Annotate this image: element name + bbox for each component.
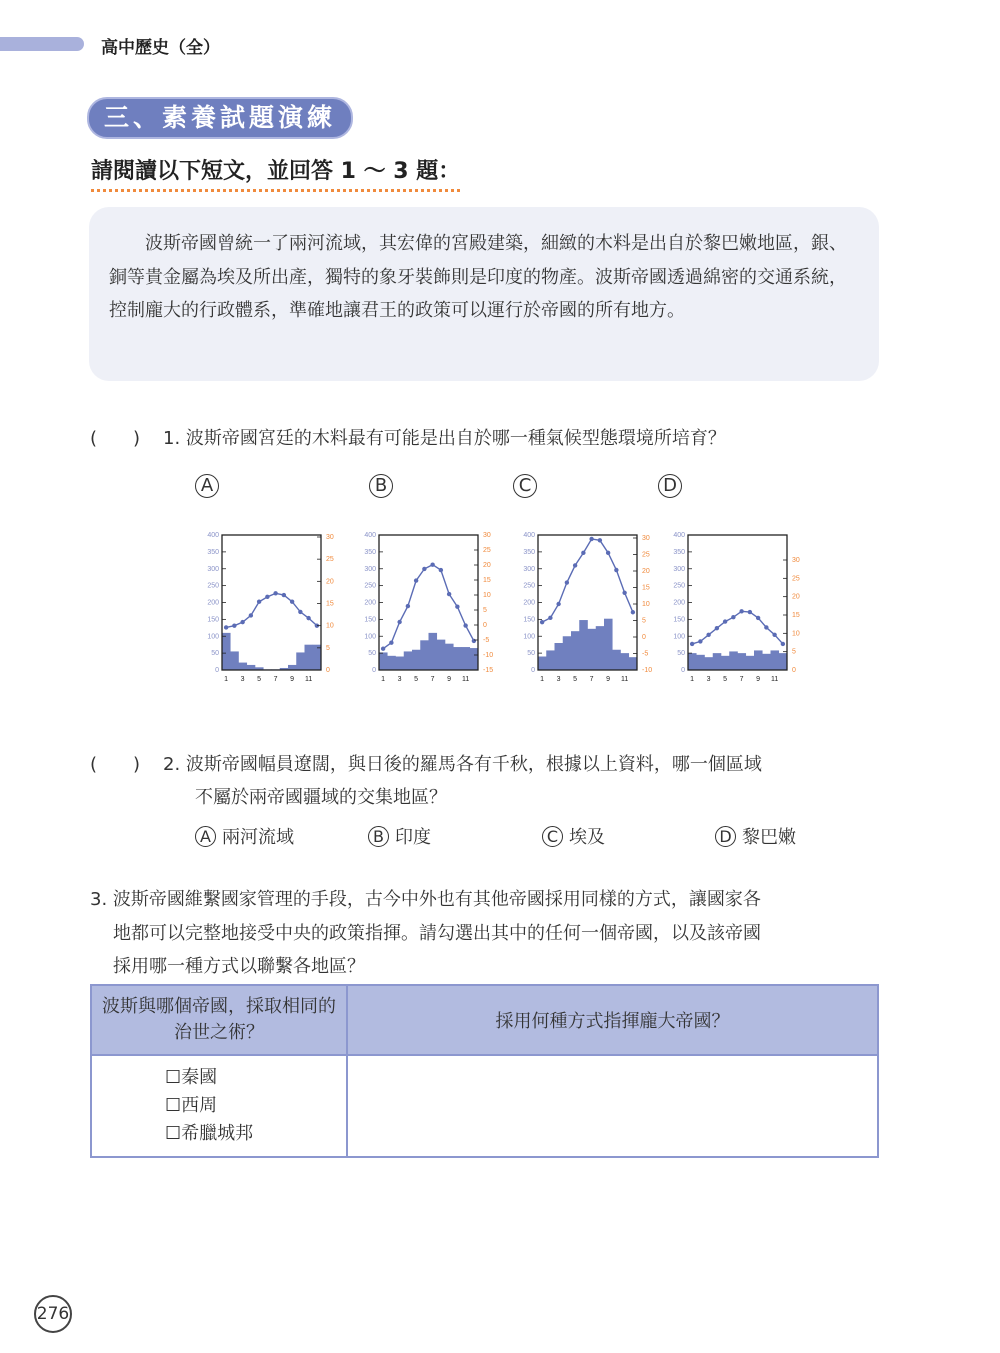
precipitation-bar	[288, 665, 297, 670]
option-letter: C	[542, 826, 563, 847]
running-header: 高中歷史（全）	[101, 38, 220, 58]
left-tick-label: 50	[211, 650, 219, 658]
temperature-point	[581, 551, 585, 555]
precipitation-bar	[604, 619, 613, 670]
temperature-point	[240, 620, 244, 624]
right-tick-label: 0	[483, 622, 487, 629]
temperature-point	[381, 647, 385, 651]
right-tick-label: 0	[326, 667, 330, 674]
temperature-point	[540, 620, 544, 624]
temperature-point	[573, 563, 577, 567]
temperature-point	[406, 604, 410, 608]
precipitation-bar	[546, 650, 555, 670]
right-tick-label: -10	[642, 667, 653, 674]
q2-answer-blank[interactable]: ( )	[90, 754, 141, 775]
temperature-point	[232, 623, 236, 627]
precipitation-bar	[445, 644, 454, 670]
left-tick-label: 50	[527, 650, 535, 658]
x-tick-label: 3	[240, 676, 245, 683]
x-tick-label: 1	[224, 676, 229, 683]
precipitation-bar	[404, 651, 413, 670]
temperature-point	[447, 592, 451, 596]
temperature-point	[548, 616, 552, 620]
right-tick-label: 25	[792, 575, 800, 583]
left-tick-label: 0	[531, 667, 535, 674]
right-tick-label: 15	[792, 612, 800, 619]
temperature-point	[290, 600, 294, 604]
temperature-point	[614, 568, 618, 572]
temperature-point	[690, 642, 694, 646]
precipitation-bar	[429, 633, 438, 670]
right-tick-label: 20	[326, 578, 334, 586]
right-tick-label: 0	[642, 634, 646, 641]
left-tick-label: 150	[207, 616, 219, 624]
precipitation-bar	[738, 653, 747, 670]
precipitation-bar	[563, 636, 572, 670]
right-tick-label: -15	[483, 667, 494, 674]
precipitation-bar	[296, 652, 305, 670]
x-tick-label: 5	[573, 676, 578, 683]
temperature-point	[298, 610, 302, 614]
right-tick-label: 10	[792, 630, 800, 638]
left-tick-label: 0	[681, 667, 685, 674]
precipitation-bar	[313, 645, 322, 670]
precipitation-bar	[721, 656, 730, 670]
q3-text-line2: 地都可以完整地接受中央的政策指揮。請勾選出其中的任何一個帝國，以及該帝國	[113, 923, 761, 944]
precipitation-bar	[239, 663, 248, 670]
precipitation-bar	[555, 643, 564, 670]
x-tick-label: 7	[589, 676, 594, 683]
left-tick-label: 350	[673, 548, 685, 556]
precipitation-bar	[538, 657, 547, 671]
checkbox-greek-city-states[interactable]: ☐希臘城邦	[165, 1123, 254, 1144]
empire-checkbox-cell	[91, 1055, 347, 1157]
x-tick-label: 9	[756, 676, 761, 683]
temperature-point	[772, 633, 776, 637]
option-letter: D	[715, 826, 736, 847]
temperature-point	[698, 639, 702, 643]
option-text: 印度	[395, 827, 431, 848]
temperature-point	[472, 639, 476, 643]
precipitation-bar	[462, 647, 471, 670]
right-tick-label: 25	[642, 551, 650, 559]
left-tick-label: 300	[523, 565, 535, 573]
right-tick-label: 15	[483, 577, 491, 584]
left-tick-label: 250	[523, 582, 535, 590]
right-tick-label: 30	[792, 557, 800, 564]
precipitation-bar	[230, 651, 239, 670]
x-tick-label: 5	[723, 676, 728, 683]
q3-text-line1: 3. 波斯帝國維繫國家管理的手段，古今中外也有其他帝國採用同樣的方式，讓國家各	[90, 889, 761, 910]
temperature-point	[598, 538, 602, 542]
col2-header: 採用何種方式指揮龐大帝國？	[347, 985, 878, 1055]
left-tick-label: 100	[673, 633, 685, 641]
q1-answer-blank[interactable]: ( )	[90, 428, 141, 449]
temperature-point	[739, 609, 743, 613]
x-tick-label: 9	[447, 676, 452, 683]
right-tick-label: 10	[483, 592, 491, 599]
precipitation-bar	[771, 650, 780, 670]
precipitation-bar	[754, 650, 763, 670]
right-tick-label: 5	[792, 648, 796, 656]
plot-frame	[688, 535, 787, 670]
x-tick-label: 3	[706, 676, 711, 683]
x-tick-label: 9	[290, 676, 295, 683]
precipitation-bar	[779, 653, 788, 670]
temperature-point	[397, 620, 401, 624]
left-tick-label: 200	[207, 599, 219, 607]
left-tick-label: 100	[523, 633, 535, 641]
right-tick-label: 10	[326, 622, 334, 630]
left-tick-label: 250	[207, 582, 219, 590]
left-tick-label: 400	[673, 532, 685, 539]
left-tick-label: 0	[215, 667, 219, 674]
x-tick-label: 7	[273, 676, 278, 683]
q1-choice-a[interactable]: A	[195, 474, 219, 498]
temperature-line	[542, 539, 633, 622]
left-tick-label: 200	[523, 599, 535, 607]
precipitation-bar	[588, 629, 597, 670]
left-tick-label: 250	[673, 582, 685, 590]
temperature-point	[606, 551, 610, 555]
x-tick-label: 1	[540, 676, 545, 683]
right-tick-label: 30	[326, 534, 334, 541]
temperature-line	[692, 611, 783, 644]
x-tick-label: 3	[556, 676, 561, 683]
temperature-point	[756, 616, 760, 620]
precipitation-bar	[412, 650, 421, 670]
temperature-point	[565, 580, 569, 584]
precipitation-bar	[579, 620, 588, 670]
left-tick-label: 0	[372, 667, 376, 674]
temperature-line	[226, 593, 317, 627]
q1-choice-c[interactable]: C	[513, 474, 537, 498]
precipitation-bar	[247, 665, 256, 670]
right-tick-label: 10	[642, 601, 650, 608]
temperature-point	[306, 616, 310, 620]
q2-option-c[interactable]	[542, 823, 605, 849]
option-letter: A	[195, 826, 216, 847]
left-tick-label: 350	[523, 548, 535, 556]
x-tick-label: 11	[620, 676, 629, 683]
x-tick-label: 11	[304, 676, 313, 683]
temperature-point	[414, 578, 418, 582]
x-tick-label: 7	[739, 676, 744, 683]
temperature-point	[631, 610, 635, 614]
right-tick-label: 20	[642, 568, 650, 575]
right-tick-label: 5	[326, 644, 330, 652]
right-tick-label: 25	[483, 547, 491, 554]
temperature-point	[224, 625, 228, 629]
temperature-point	[389, 641, 393, 645]
precipitation-bar	[379, 652, 388, 670]
precipitation-bar	[629, 657, 638, 670]
passage-text: 波斯帝國曾統一了兩河流域，其宏偉的宮殿建築，細緻的木料是出自於黎巴嫩地區，銀、銅等貴金屬為埃及所出產，獨特的象牙裝飾則是印度的物產。波斯帝國透過綿密的交通系統，控制龐大的行政體系，準確地讓君王的政策可以運行於帝國的所有地方。	[109, 233, 847, 321]
right-tick-label: 30	[483, 532, 491, 539]
temperature-point	[715, 626, 719, 630]
x-tick-label: 7	[430, 676, 435, 683]
temperature-point	[422, 567, 426, 571]
temperature-point	[706, 633, 710, 637]
temperature-point	[748, 610, 752, 614]
option-text: 埃及	[569, 827, 605, 848]
temperature-point	[430, 563, 434, 567]
precipitation-bar	[470, 648, 479, 670]
precipitation-bar	[612, 650, 621, 670]
section-title: 三、素養試題演練	[87, 97, 353, 139]
precipitation-bar	[746, 656, 755, 670]
precipitation-bar	[396, 657, 405, 671]
precipitation-bar	[420, 640, 429, 670]
temperature-point	[556, 602, 560, 606]
left-tick-label: 100	[364, 633, 376, 641]
right-tick-label: 25	[326, 556, 334, 564]
precipitation-bar	[696, 655, 705, 670]
q1-choice-b[interactable]: B	[369, 474, 393, 498]
temperature-point	[723, 619, 727, 623]
left-tick-label: 400	[207, 532, 219, 539]
temperature-point	[589, 537, 593, 541]
q1-choice-d[interactable]: D	[658, 474, 682, 498]
page-number: 276	[34, 1295, 72, 1333]
checkbox-western-zhou[interactable]: ☐西周	[165, 1095, 218, 1116]
temperature-point	[265, 595, 269, 599]
left-tick-label: 100	[207, 633, 219, 641]
x-tick-label: 5	[257, 676, 262, 683]
temperature-point	[249, 613, 253, 617]
temperature-point	[257, 600, 261, 604]
precipitation-bar	[453, 647, 462, 670]
option-text: 兩河流域	[222, 827, 294, 848]
precipitation-bar	[387, 656, 396, 670]
x-tick-label: 11	[461, 676, 470, 683]
left-tick-label: 250	[364, 582, 376, 590]
left-tick-label: 350	[207, 548, 219, 556]
left-tick-label: 400	[523, 532, 535, 539]
precipitation-bar	[596, 626, 605, 670]
right-tick-label: -5	[483, 637, 490, 644]
instruction-heading: 請閱讀以下短文，並回答 1 ～ 3 題：	[91, 154, 460, 192]
x-tick-label: 9	[606, 676, 611, 683]
left-tick-label: 300	[673, 565, 685, 573]
precipitation-bar	[688, 653, 697, 670]
x-tick-label: 3	[397, 676, 402, 683]
right-tick-label: 15	[326, 600, 334, 608]
temperature-point	[463, 623, 467, 627]
right-tick-label: 30	[642, 535, 650, 542]
left-tick-label: 50	[677, 650, 685, 658]
q2-option-d[interactable]	[715, 823, 796, 849]
right-tick-label: -5	[642, 650, 649, 658]
precipitation-bar	[762, 654, 771, 670]
precipitation-bar	[729, 651, 738, 670]
q3-text-line3: 採用哪一種方式以聯繫各地區？	[113, 956, 365, 977]
x-tick-label: 5	[414, 676, 419, 683]
left-tick-label: 400	[364, 532, 376, 539]
answer-table	[90, 984, 879, 1158]
precipitation-bar	[571, 631, 580, 670]
temperature-point	[439, 568, 443, 572]
q2-text-line2: 不屬於兩帝國疆域的交集地區？	[195, 787, 447, 808]
q2-option-a[interactable]	[195, 823, 294, 849]
precipitation-bar	[713, 653, 722, 670]
method-answer-cell[interactable]	[347, 1055, 878, 1157]
left-tick-label: 150	[523, 616, 535, 624]
left-tick-label: 350	[364, 548, 376, 556]
x-tick-label: 11	[770, 676, 779, 683]
precipitation-bar	[305, 645, 314, 670]
right-tick-label: 20	[792, 593, 800, 601]
temperature-point	[764, 625, 768, 629]
left-tick-label: 200	[364, 599, 376, 607]
temperature-point	[622, 591, 626, 595]
precipitation-bar	[621, 653, 630, 670]
q2-text-line1: 2. 波斯帝國幅員遼闊，與日後的羅馬各有千秋，根據以上資料，哪一個區域	[163, 754, 762, 775]
temperature-point	[781, 642, 785, 646]
left-tick-label: 50	[368, 650, 376, 658]
right-tick-label: 5	[483, 607, 487, 614]
precipitation-bar	[222, 633, 231, 670]
left-tick-label: 150	[673, 616, 685, 624]
temperature-point	[273, 591, 277, 595]
option-letter: B	[368, 826, 389, 847]
right-tick-label: 5	[642, 617, 646, 625]
precipitation-bar	[705, 657, 714, 670]
col1-header: 波斯與哪個帝國，採取相同的治世之術？	[91, 985, 347, 1055]
q1-text: 1. 波斯帝國宮廷的木料最有可能是出自於哪一種氣候型態環境所培育？	[163, 428, 726, 449]
right-tick-label: 0	[792, 667, 796, 674]
checkbox-qin[interactable]: ☐秦國	[165, 1067, 218, 1088]
right-tick-label: 20	[483, 562, 491, 569]
left-tick-label: 200	[673, 599, 685, 607]
temperature-point	[455, 605, 459, 609]
option-text: 黎巴嫩	[742, 827, 796, 848]
precipitation-bar	[437, 640, 446, 670]
right-tick-label: 15	[642, 584, 650, 592]
temperature-point	[282, 593, 286, 597]
x-tick-label: 1	[690, 676, 695, 683]
temperature-point	[731, 615, 735, 619]
left-tick-label: 150	[364, 616, 376, 624]
x-tick-label: 1	[381, 676, 386, 683]
q2-option-b[interactable]	[368, 823, 431, 849]
right-tick-label: -10	[483, 652, 494, 659]
left-tick-label: 300	[364, 565, 376, 573]
left-tick-label: 300	[207, 565, 219, 573]
